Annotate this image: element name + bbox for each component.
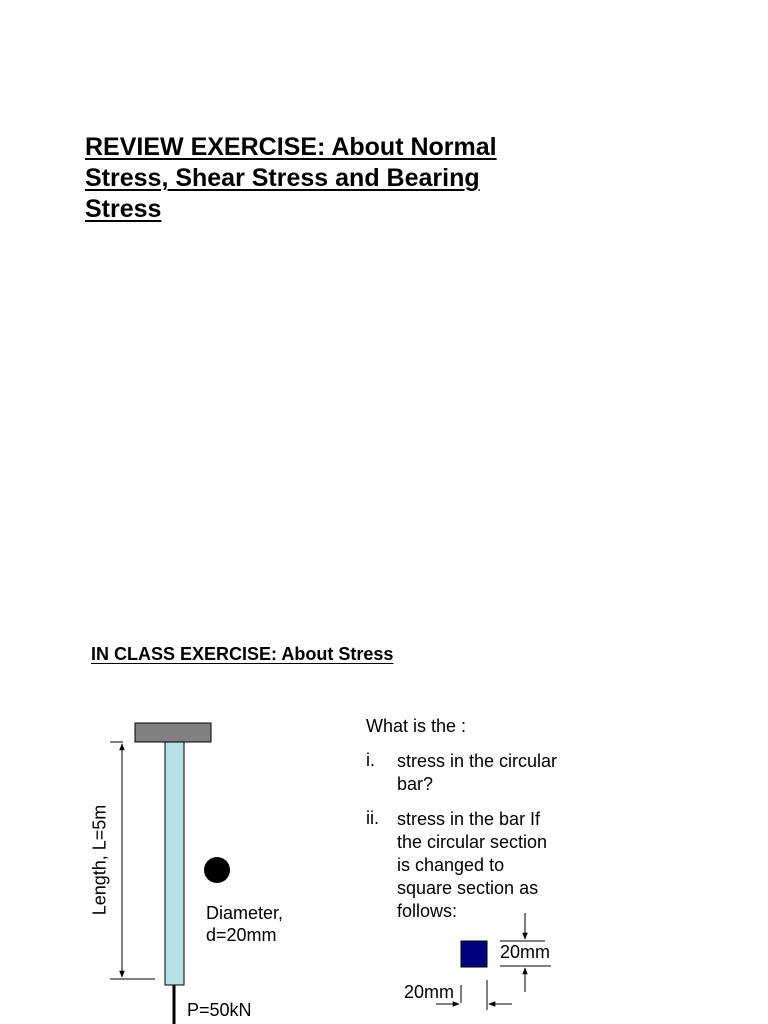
title-line-1: REVIEW EXERCISE: About Normal bbox=[85, 133, 497, 161]
diameter-label bbox=[206, 902, 283, 946]
length-label: Length, L=5m bbox=[89, 804, 110, 916]
item-1-number: i. bbox=[366, 750, 375, 770]
item-1-text bbox=[397, 750, 557, 796]
exercise-heading: IN CLASS EXERCISE: About Stress bbox=[91, 644, 394, 664]
item-2-line-4: square section as bbox=[397, 878, 539, 898]
item-2-text bbox=[397, 808, 547, 923]
item-1-line-1: stress in the circular bbox=[397, 751, 558, 771]
load-label: P=50kN bbox=[187, 1000, 252, 1020]
item-2-line-3: is changed to bbox=[397, 855, 505, 875]
square-height-label: 20mm bbox=[500, 942, 551, 962]
item-2-line-2: the circular section bbox=[397, 832, 548, 852]
circular-section bbox=[204, 857, 230, 883]
item-2-number: ii. bbox=[366, 808, 379, 828]
diameter-label-line-2: d=20mm bbox=[206, 925, 277, 945]
question-intro: What is the : bbox=[366, 716, 467, 736]
circular-bar bbox=[165, 742, 184, 985]
item-1-line-2: bar? bbox=[397, 774, 434, 794]
fixed-support bbox=[135, 723, 211, 742]
title-line-2: Stress, Shear Stress and Bearing bbox=[85, 164, 480, 192]
item-2-line-5: follows: bbox=[397, 901, 458, 921]
diameter-label-line-1: Diameter, bbox=[206, 903, 284, 923]
square-width-label: 20mm bbox=[404, 982, 455, 1002]
title-line-3: Stress bbox=[85, 195, 162, 223]
item-2-line-1: stress in the bar If bbox=[397, 809, 541, 829]
square-section bbox=[461, 941, 487, 967]
